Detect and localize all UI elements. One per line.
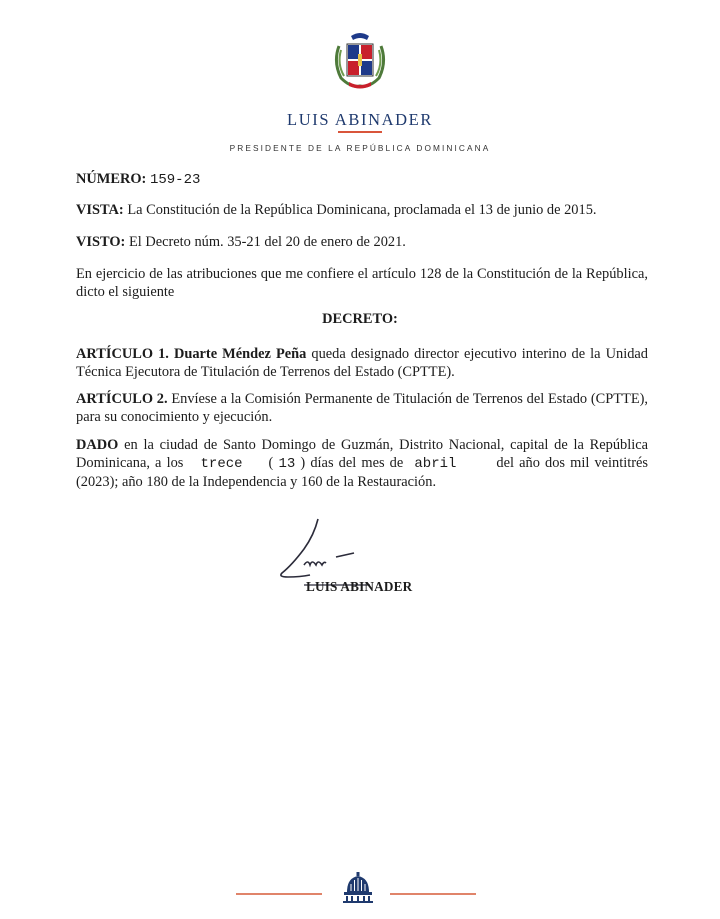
articulo-2: [76, 390, 648, 426]
vista-text: La Constitución de la República Dominicana, proclamada el 13 de junio de 2015.: [127, 202, 597, 218]
dado-month: abril: [414, 456, 457, 472]
decree-number: [76, 170, 648, 189]
visto-label: VISTO:: [76, 234, 126, 250]
dado-text-a: en la ciudad de Santo Domingo de Guzmán, Distrito Nacional, capital de la República Dominicana, a los: [76, 437, 648, 471]
palace-dome-icon: [341, 870, 375, 904]
numero-value: 159-23: [149, 172, 201, 188]
articulo-1: [76, 345, 648, 381]
vista-paragraph: [76, 201, 648, 219]
dado-day-words: trece: [200, 456, 243, 472]
visto-text: El Decreto núm. 35-21 del 20 de enero de 2021.: [128, 234, 406, 250]
signature-name: LUIS ABINADER: [306, 579, 413, 594]
dado-paren-open: (: [268, 455, 274, 471]
articulo-2-text: Envíese a la Comisión Permanente de Titulación de Terrenos del Estado (CPTTE), para su conocimiento y ejecución.: [76, 391, 648, 425]
coat-of-arms-icon: [331, 28, 389, 92]
dado-label: DADO: [76, 437, 119, 453]
header-title: PRESIDENTE DE LA REPÚBLICA DOMINICANA: [229, 143, 491, 153]
numero-label: NÚMERO:: [76, 171, 147, 187]
dado-paragraph: [76, 436, 648, 491]
decreto-heading: DECRETO:: [322, 311, 398, 327]
articulo-2-label: ARTÍCULO 2.: [76, 391, 168, 407]
dado-paren-close: ): [300, 455, 306, 471]
footer-divider-left: [236, 893, 322, 895]
footer-divider-right: [390, 893, 476, 895]
articulo-1-label: ARTÍCULO 1.: [76, 346, 169, 362]
articulo-1-text: queda designado director ejecutivo interino de la Unidad Técnica Ejecutora de Titulación de Terrenos del Estado (CPTTE).: [76, 346, 648, 380]
dado-day-number: 13: [278, 456, 296, 472]
visto-paragraph: [76, 233, 648, 251]
vista-label: VISTA:: [76, 202, 124, 218]
dado-text-c: del año dos mil veintitrés (2023); año 180 de la Independencia y 160 de la Restauración.: [76, 455, 649, 490]
header-name: LUIS ABINADER: [287, 110, 433, 129]
dado-text-b: días del mes de: [310, 455, 404, 471]
ejercicio-paragraph: En ejercicio de las atribuciones que me confiere el artículo 128 de la Constitución de la República, dicto el siguiente: [76, 266, 648, 300]
header-divider: [338, 131, 382, 133]
articulo-1-name: Duarte Méndez Peña: [173, 346, 307, 362]
